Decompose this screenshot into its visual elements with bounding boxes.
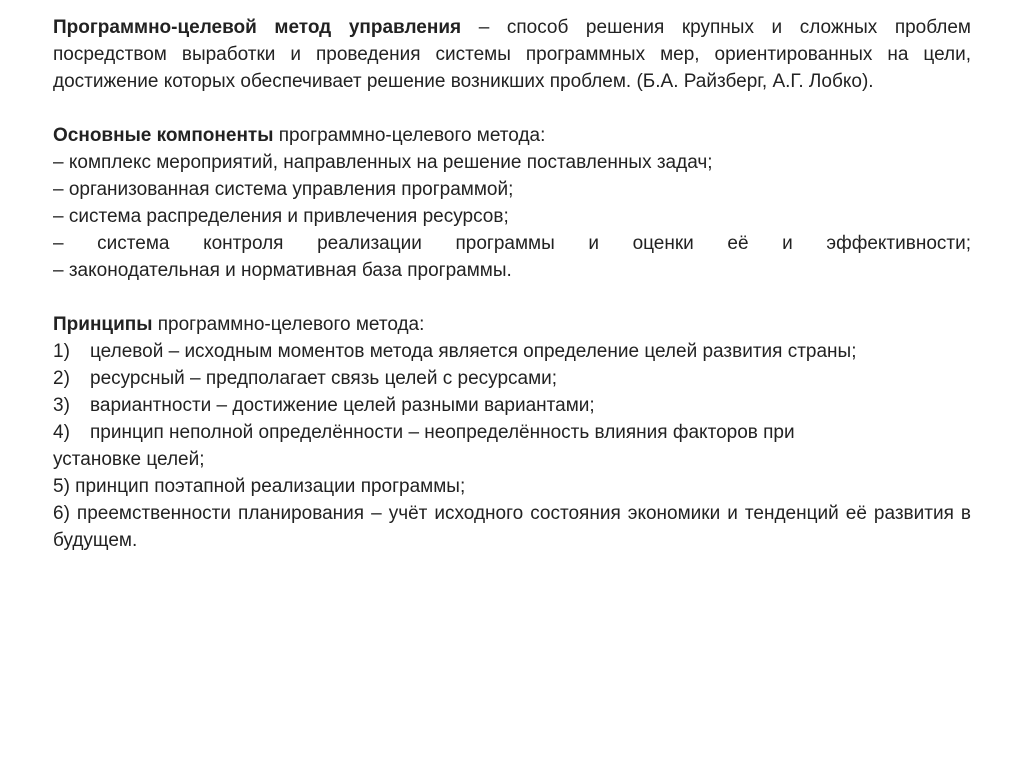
principles-heading	[53, 311, 971, 338]
principle-item	[53, 392, 971, 419]
principle-item	[53, 419, 971, 446]
spacer	[53, 284, 971, 311]
principles-section	[53, 311, 971, 554]
component-item: – организованная система управления программой;	[53, 179, 514, 200]
principle-item	[53, 338, 971, 365]
spacer	[53, 95, 971, 122]
principle-text: целевой – исходным моментов метода является определение целей развития страны;	[90, 341, 857, 362]
definition-term: Программно-целевой метод управления	[53, 17, 462, 38]
component-item: – система контроля реализации программы и оценки её и эффективности;	[53, 233, 971, 254]
principle-text: ресурсный – предполагает связь целей с ресурсами;	[90, 368, 558, 389]
principle-item: 5) принцип поэтапной реализации программы;	[53, 476, 466, 497]
components-heading-rest: программно-целевого метода:	[273, 125, 546, 146]
components-heading	[53, 122, 971, 149]
principle-number: 2)	[53, 368, 70, 389]
principle-item: 6) преемственности планирования – учёт исходного состояния экономики и тенденций её развития в будущем.	[53, 503, 971, 551]
principle-text: принцип неполной определённости – неопределённость влияния факторов при	[90, 422, 795, 443]
principle-number: 4)	[53, 422, 70, 443]
component-item: – комплекс мероприятий, направленных на решение поставленных задач;	[53, 152, 713, 173]
definition-text: – способ решения крупных и сложных проблем посредством выработки и проведения системы программных мер, ориентированных на цели, достижение которых обеспечивает решение возникших проблем. (Б.А. Райзберг, А.Г. Лобко).	[53, 17, 971, 92]
definition-paragraph	[53, 14, 971, 95]
components-section	[53, 122, 971, 284]
principle-number: 1)	[53, 341, 70, 362]
principle-number: 3)	[53, 395, 70, 416]
principles-heading-rest: программно-целевого метода:	[152, 314, 425, 335]
component-item: – система распределения и привлечения ресурсов;	[53, 206, 509, 227]
principle-item	[53, 365, 971, 392]
principles-heading-bold: Принципы	[53, 314, 153, 335]
principle-text: вариантности – достижение целей разными вариантами;	[90, 395, 595, 416]
slide-content	[53, 14, 971, 554]
component-item: – законодательная и нормативная база программы.	[53, 260, 512, 281]
principle-item-continuation: установке целей;	[53, 449, 205, 470]
components-heading-bold: Основные компоненты	[53, 125, 274, 146]
